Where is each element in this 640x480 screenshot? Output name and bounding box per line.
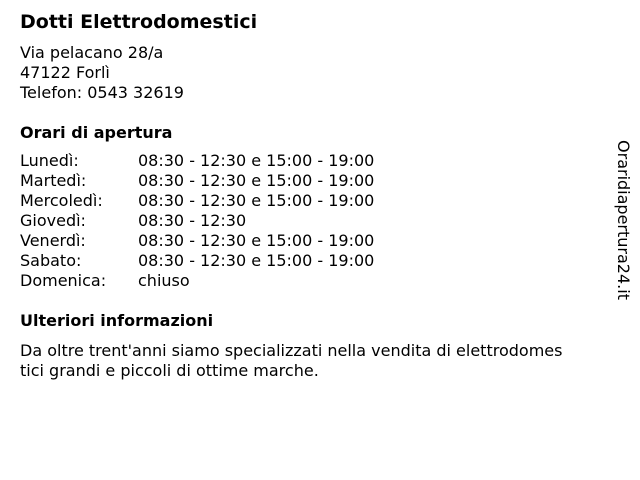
hours-row-saturday — [20, 251, 600, 271]
hours-day: Giovedì: — [20, 211, 86, 230]
hours-row-tuesday — [20, 171, 600, 191]
hours-row-friday — [20, 231, 600, 251]
hours-row-monday — [20, 151, 600, 171]
hours-time: 08:30 - 12:30 e 15:00 - 19:00 — [138, 251, 375, 270]
hours-time: 08:30 - 12:30 e 15:00 - 19:00 — [138, 171, 375, 190]
hours-day: Domenica: — [20, 271, 107, 290]
phone-number: Telefon: 0543 32619 — [20, 83, 184, 102]
site-watermark: Oraridiapertura24.it — [614, 140, 633, 300]
info-heading: Ulteriori informazioni — [20, 311, 214, 330]
address-block — [20, 43, 600, 103]
hours-day: Mercoledì: — [20, 191, 103, 210]
business-name: Dotti Elettrodomestici — [20, 11, 258, 33]
hours-day: Lunedì: — [20, 151, 79, 170]
business-card — [20, 8, 600, 381]
hours-time: 08:30 - 12:30 e 15:00 - 19:00 — [138, 191, 375, 210]
hours-row-thursday — [20, 211, 600, 231]
hours-time: 08:30 - 12:30 e 15:00 - 19:00 — [138, 231, 375, 250]
hours-day: Sabato: — [20, 251, 82, 270]
street-address: Via pelacano 28/a — [20, 43, 164, 62]
hours-table — [20, 151, 600, 291]
hours-row-sunday — [20, 271, 600, 291]
hours-heading: Orari di apertura — [20, 123, 173, 142]
hours-day: Venerdì: — [20, 231, 86, 250]
hours-time: chiuso — [138, 271, 190, 290]
hours-day: Martedì: — [20, 171, 87, 190]
hours-time: 08:30 - 12:30 — [138, 211, 247, 230]
city-postal: 47122 Forlì — [20, 63, 110, 82]
hours-time: 08:30 - 12:30 e 15:00 - 19:00 — [138, 151, 375, 170]
hours-row-wednesday — [20, 191, 600, 211]
info-text: Da oltre trent'anni siamo specializzati nella vendita di elettrodomestici grandi e piccoli di ottime marche. — [20, 341, 563, 380]
